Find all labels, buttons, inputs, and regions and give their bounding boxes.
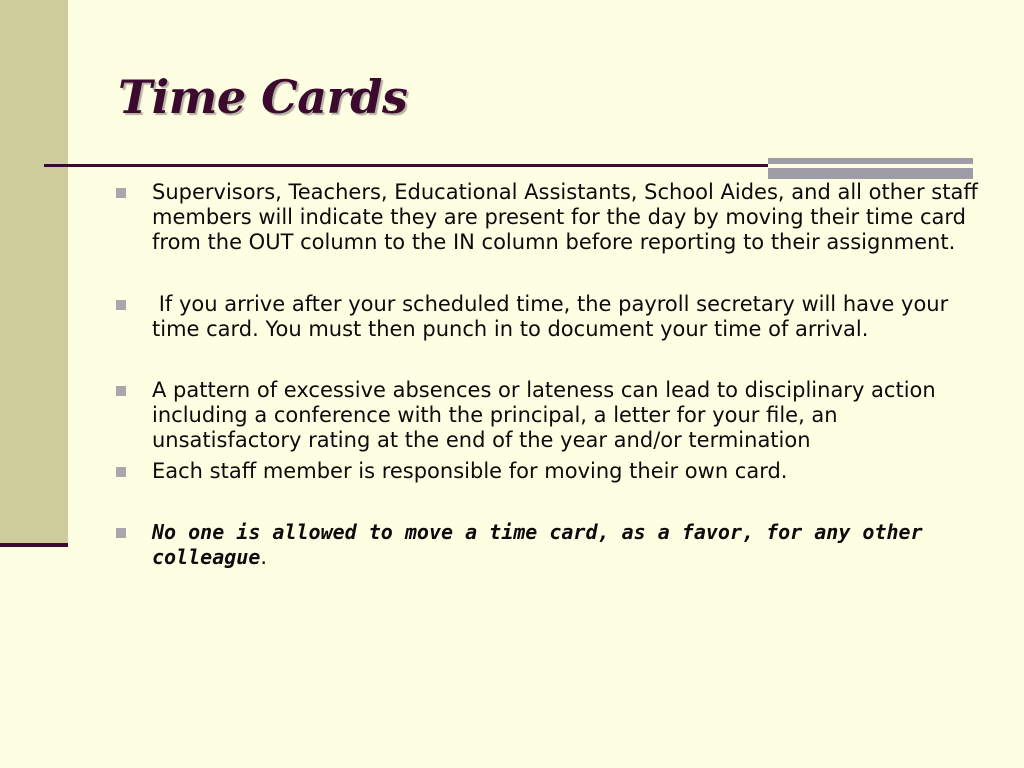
square-bullet-icon [116, 188, 126, 198]
bullet-text: If you arrive after your scheduled time, the payroll secretary will have your time card. You must then punch in to document your time of arrival. [152, 292, 955, 341]
bullet-item [112, 378, 982, 453]
side-decoration-rule [0, 543, 68, 547]
square-bullet-icon [116, 467, 126, 477]
bullet-text: A pattern of excessive absences or lateness can lead to disciplinary action including a conference with the principal, a letter for your file, an unsatisfactory rating at the end of the year and/or termination [152, 378, 936, 452]
bullet-item [112, 180, 982, 255]
square-bullet-icon [116, 528, 126, 538]
bullet-list [112, 180, 982, 570]
bullet-text: Supervisors, Teachers, Educational Assistants, School Aides, and all other staff members will indicate they are present for the day by moving their time card from the OUT column to the IN column before reporting to their assignment. [152, 180, 978, 254]
square-bullet-icon [116, 300, 126, 310]
side-decoration-band [0, 0, 68, 546]
title-underline-rule [44, 164, 768, 167]
bullet-emphasis-text: No one is allowed to move a time card, as a favor, for any other colleague [152, 520, 923, 569]
accent-bar-top [768, 158, 973, 164]
bullet-item [112, 292, 982, 342]
slide-title: Time Cards [118, 70, 408, 124]
bullet-item [112, 459, 982, 484]
bullet-tail-text: . [260, 545, 268, 569]
square-bullet-icon [116, 386, 126, 396]
accent-bar-bottom [768, 168, 973, 179]
bullet-text: Each staff member is responsible for moving their own card. [152, 459, 788, 483]
bullet-item [112, 520, 982, 570]
